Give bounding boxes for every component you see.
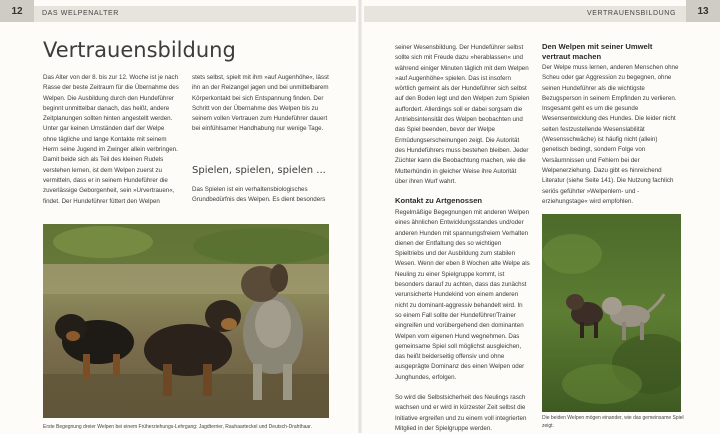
body-paragraph: Der Welpe muss lernen, anderen Menschen ohne Scheu oder gar Aggression zu begegnen, ohne seinen Hundeführer als die wichtigste Bezugsperson in seinem Empfinden zu verlieren. Insgesamt geht es um die gesunde Wesensentwicklung des Hundes. Die leider nicht selten festzustellende Wesenslabilität (Wesensschwäche) ist häufig nicht (allein) genetisch bedingt, sondern Folge von Versäumnissen und Fehlern bei der Welpenerziehung. Dazu gibt es hinreichend Literatur (siehe Seite 141). Die Nutzung fachlich seriös geführter »Welpenlern- und -erziehungstage« wird empfohlen. bbox=[542, 64, 679, 205]
photo-caption-right: Die beiden Welpen mögen einander, wie das gemeinsame Spiel zeigt. bbox=[542, 415, 684, 429]
section-heading-spielen: Spielen, spielen, spielen ... bbox=[192, 165, 326, 176]
body-paragraph: Das Spielen ist ein verhaltensbiologisches Grundbedürfnis des Welpen. Es dient besonders bbox=[192, 186, 326, 204]
left-column-2 bbox=[192, 73, 332, 135]
right-page-number: 13 bbox=[686, 0, 720, 22]
right-column-1 bbox=[395, 43, 530, 187]
left-page bbox=[0, 0, 360, 433]
three-puppies-photo bbox=[43, 224, 329, 418]
section-heading-kontakt: Kontakt zu Artgenossen bbox=[395, 196, 483, 205]
left-page-number: 12 bbox=[0, 0, 34, 22]
right-column-2 bbox=[542, 63, 682, 207]
body-paragraph: Regelmäßige Begegnungen mit anderen Welpen eines ähnlichen Entwicklungsstandes und/oder anderen Hunden mit spannungsfreiem Verhalten dienen der Entfaltung des so wichtigen Spieltriebs und der Ausbildung zum stabilen Wesen. Wenn der eben 8 Wochen alte Welpe als Neuling zu einer Spielgruppe kommt, ist besonders darauf zu achten, dass das zunächst verunsicherte Hundekind von einem anderen nicht zu dominant-aggressiv behandelt wird. In so einem Fall sollte der Hundeführer/Trainer eingreifen und vorübergehend den dominanten Welpen vom eigenen Hund wegnehmen. Das gemeinsame Spiel soll möglichst ausgleichen, das heißt beiderseitig offensiv und ohne ausgeprägte Dominanz des einen Welpen oder Junghundes, erfolgen. bbox=[395, 209, 530, 381]
right-running-head: VERTRAUENSBILDUNG bbox=[586, 10, 676, 17]
left-column-2b bbox=[192, 185, 332, 206]
right-column-1b bbox=[395, 208, 530, 434]
section-heading-umwelt: Den Welpen mit seiner Umwelt vertraut machen bbox=[542, 42, 653, 61]
left-column-1 bbox=[43, 73, 179, 207]
body-paragraph: stets selbst, spielt mit ihm »auf Augenhöhe«, lässt ihn an der Reizangel jagen und bei unmittelbarem Körperkontakt bei sich Entspannung finden. Der Schritt von der Übernahme des Welpen bis zu seinem vollen Vertrauen zum Hundeführer dauert bei einfühlsamer Handhabung nur wenige Tage. bbox=[192, 74, 329, 133]
photo-caption-left: Erste Begegnung dreier Welpen bei einem Früherziehungs-Lehrgang: Jagdterrier, Rauhaarteckel und Deutsch-Drahthaar. bbox=[43, 424, 312, 430]
body-paragraph: So wird die Selbstsicherheit des Neulings rasch wachsen und er wird in kürzester Zeit selbst die Initiative ergreifen und zu einem voll integrierten Mitglied in der Spielgruppe werden. bbox=[395, 394, 527, 432]
body-paragraph: seiner Wesensbildung. Der Hundeführer selbst sollte sich mit Freude dazu »herablassen« und während einiger Minuten täglich mit dem Welpen »auf Augenhöhe« spielen. Das ist insofern wörtlich gemeint als der Hundeführer sich selbst auf den Boden legt und den Welpen zum Spielen auffordert. Allerdings soll er dabei sorgsam die Antriebsintensität des Welpen beobachten und das Spiel beenden, bevor der Welpe Ermüdungserscheinungen zeigt. Die Autorität des Hundeführers muss bestehen bleiben. Jeder Züchter kann die Beobachtung machen, wie die Mutterhündin in gleicher Weise ihre Autorität über ihren Wurf wahrt. bbox=[395, 44, 530, 185]
page-title: Vertrauensbildung bbox=[43, 38, 236, 62]
two-puppies-photo bbox=[542, 214, 681, 412]
body-paragraph: Das Alter von der 8. bis zur 12. Woche ist je nach Rasse der beste Zeitraum für die Übernahme des Welpen. Die Ausbildung durch den Hundeführer beginnt unmittelbar danach, das heißt, andere Zeitplanungen sollten hinten angestellt werden. Unter gar keinen Umständen darf der Welpe ohne tägliche und lange Kontakte mit seinem Herrn seine Jugend im Zwinger allein verbringen. Damit beide sich als Teil des kleinen Rudels verstehen lernen, ist dem Welpen zuerst zu vermitteln, dass er in seinem Hundeführer die zuverlässige Geborgenheit, sein »Urvertrauen«, findet. Der Hundeführer füttert den Welpen bbox=[43, 74, 179, 205]
left-running-head: DAS WELPENALTER bbox=[42, 10, 119, 17]
